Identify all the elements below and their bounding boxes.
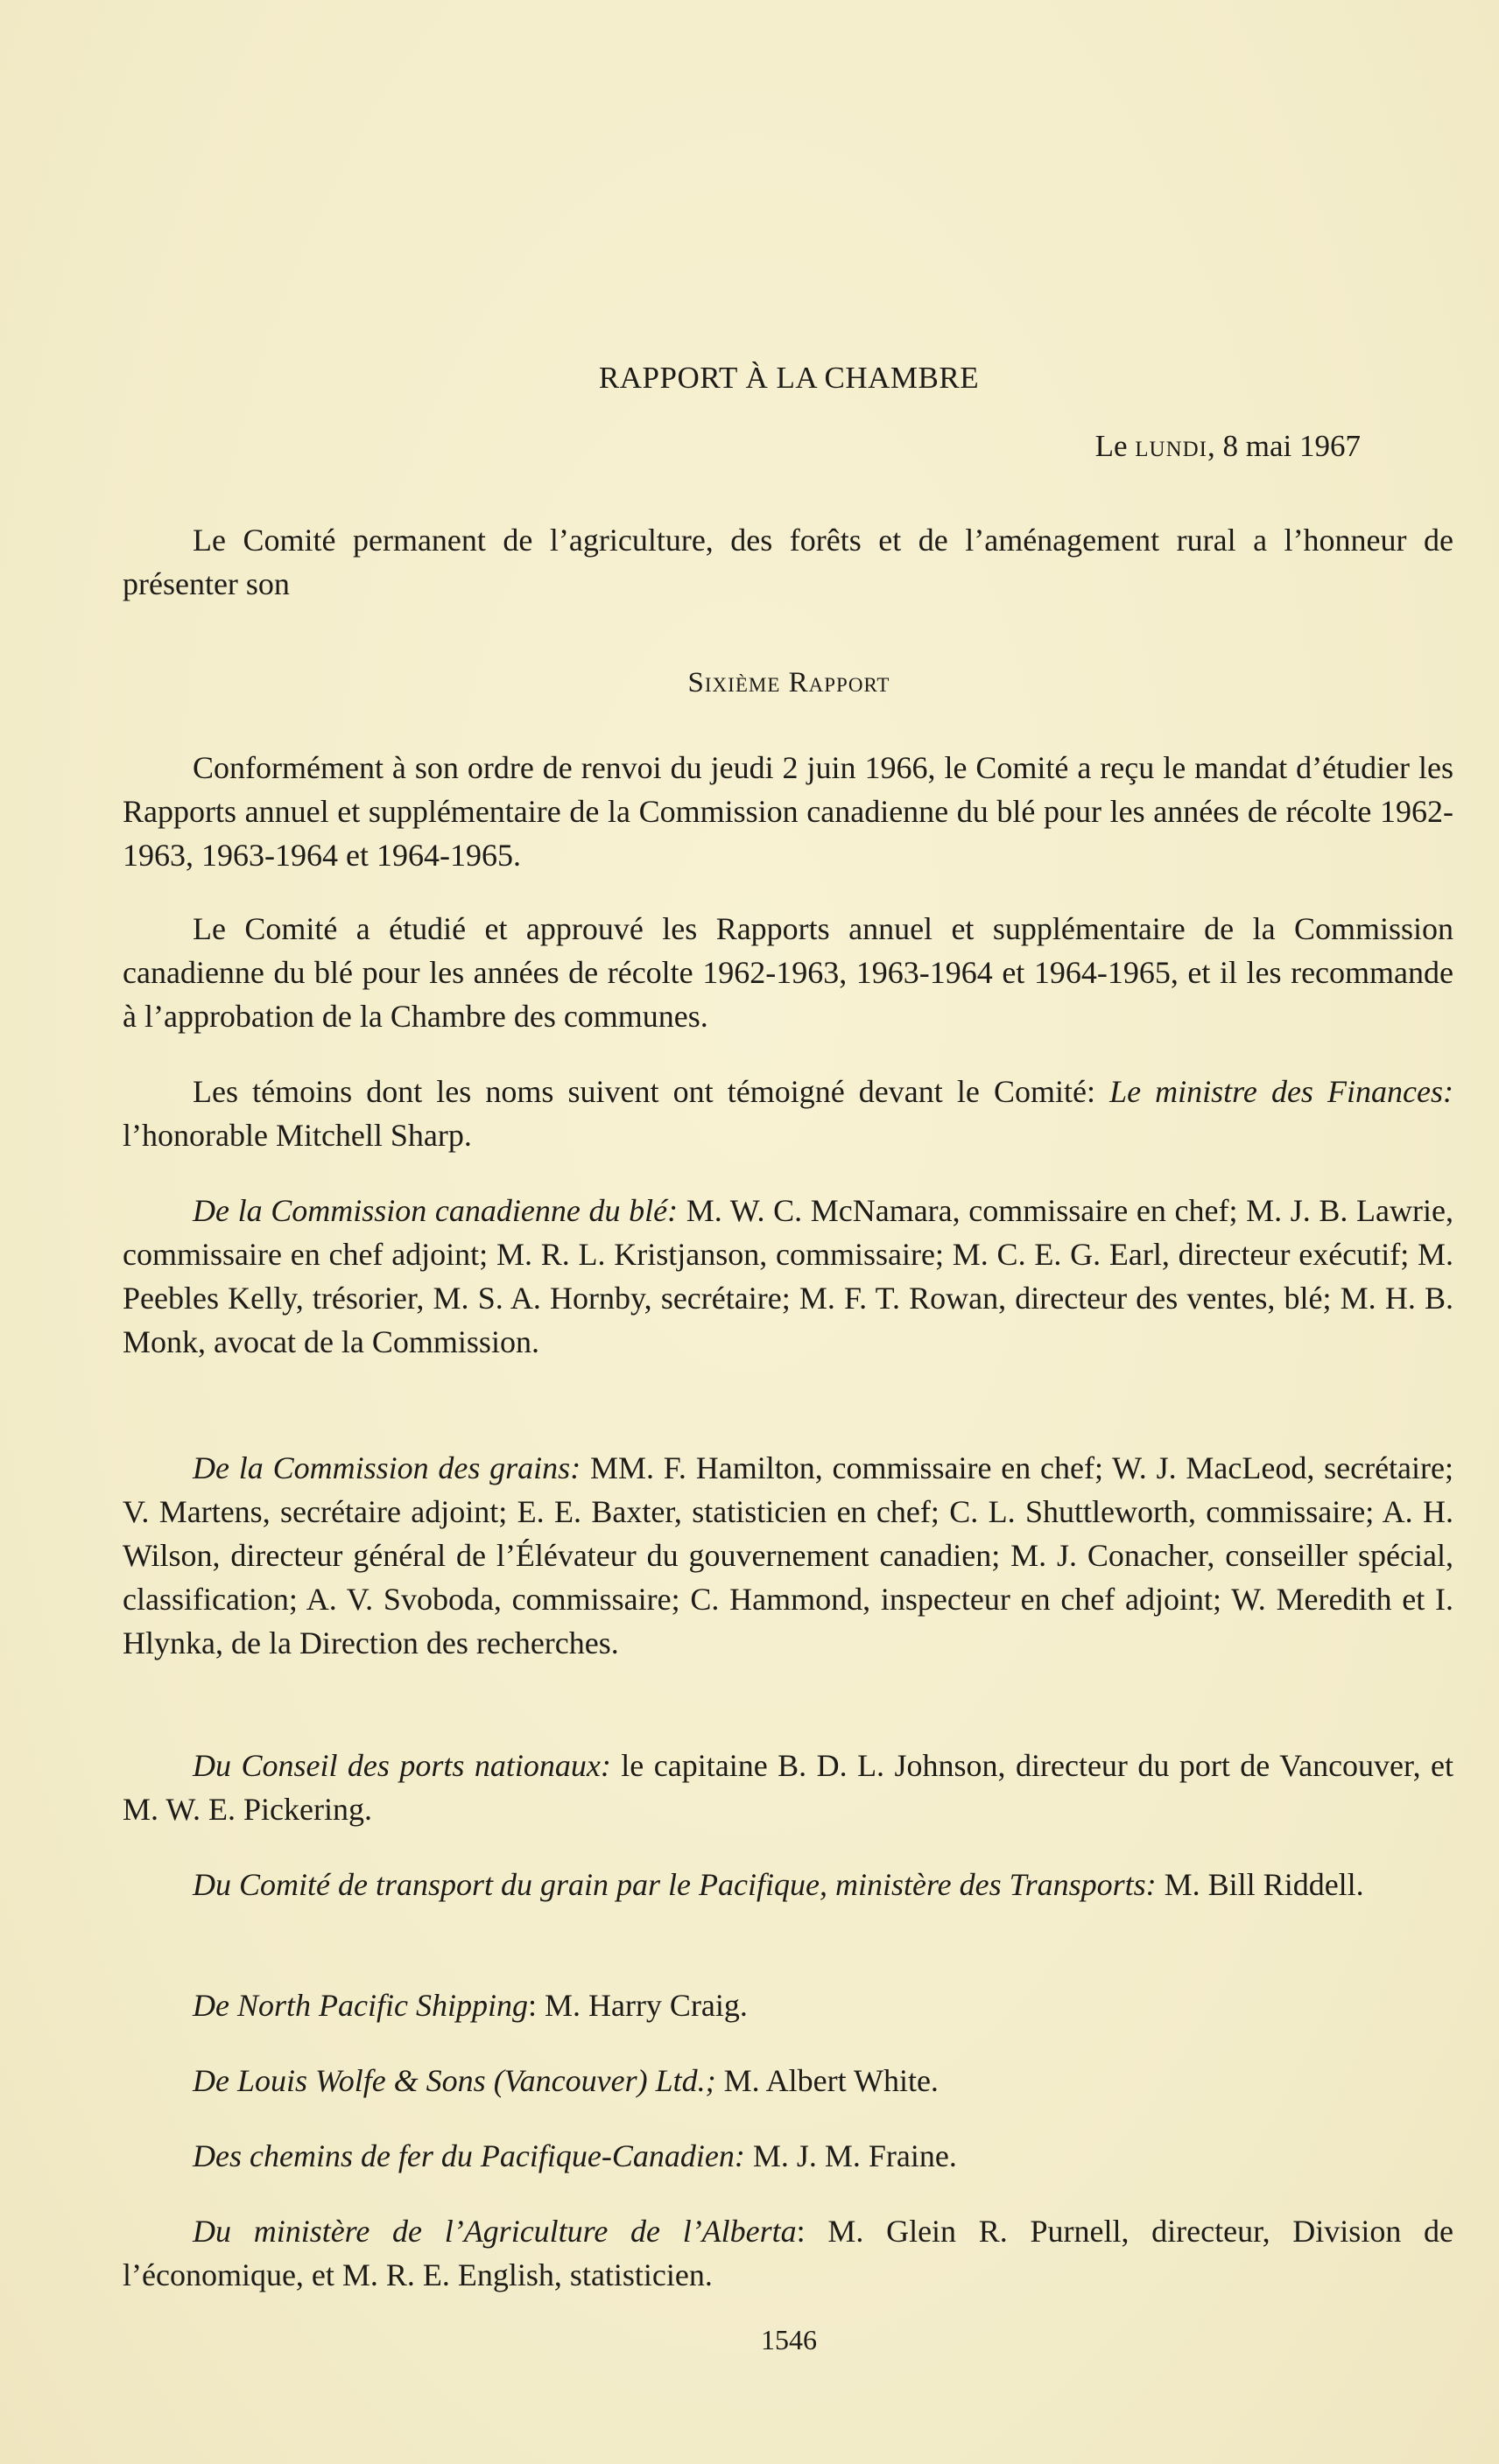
wheat-board-names: M. W. C. McNamara, commissaire en chef; M. J. B. Lawrie, commissaire en chef adjoint; M. R. L. Kristjanson, commissaire; M. C. E. G. Earl, directeur exécutif; M. Peebles Kelly, trésorier, M. S. A. Hornby, secrétaire; M. F. T. Rowan, directeur des ventes, blé; M. H. B. Monk, avocat de la Commission. (123, 1193, 1453, 1359)
page-number: 1546 (761, 2324, 817, 2355)
grain-transport-names: M. Bill Riddell. (1156, 1867, 1364, 1902)
grain-commission-names: MM. F. Hamilton, commissaire en chef; W. J. MacLeod, secrétaire; V. Martens, secrétaire adjoint; E. E. Baxter, statisticien en chef; C. L. Shuttleworth, commissaire; A. H. Wilson, directeur général de l’Élévateur du gouvernement canadien; M. J. Conacher, conseiller spécial, classification; A. V. Svoboda, commissaire; C. Hammond, inspecteur en chef adjoint; W. Meredith et I. Hlynka, de la Direction des recherches. (123, 1450, 1453, 1660)
date-day: lundi (1135, 429, 1208, 463)
paragraph-alberta-agriculture (123, 2209, 1453, 2297)
cp-rail-names: M. J. M. Fraine. (744, 2138, 957, 2173)
paragraph-louis-wolfe (123, 2059, 1453, 2102)
louis-wolfe-names: M. Albert White. (715, 2063, 939, 2098)
paragraph-grain-commission (123, 1446, 1453, 1665)
date-prefix: Le (1094, 429, 1128, 463)
paragraph-cp-rail (123, 2134, 1453, 2178)
paragraph-witnesses (123, 1070, 1453, 1157)
paragraph-north-pacific (123, 1983, 1453, 2027)
witnesses-ministry: Le ministre des Finances: (1109, 1074, 1453, 1109)
north-pacific-names: : M. Harry Craig. (527, 1988, 748, 2023)
report-heading: Sixième Rapport (687, 667, 890, 698)
paragraph-wheat-board (123, 1189, 1453, 1364)
alberta-agriculture-names: : M. Glein R. Purnell, directeur, Division de l’économique, et M. R. E. English, statisticien. (123, 2214, 1453, 2292)
witnesses-intro: Les témoins dont les noms suivent ont témoigné devant le Comité: (193, 1074, 1110, 1109)
report-date (1095, 429, 1361, 464)
ports-board-label: Du Conseil des ports nationaux: (193, 1748, 611, 1783)
north-pacific-label: De North Pacific Shipping (193, 1988, 528, 2023)
wheat-board-label: De la Commission canadienne du blé: (193, 1193, 679, 1228)
louis-wolfe-label: De Louis Wolfe & Sons (Vancouver) Ltd.; (193, 2063, 716, 2098)
paragraph-order-of-reference: Conformément à son ordre de renvoi du jeudi 2 juin 1966, le Comité a reçu le mandat d’étudier les Rapports annuel et supplémentaire de la Commission canadienne du blé pour les années de récolte 1962-1963, 1963-1964 et 1964-1965. (123, 750, 1453, 873)
witnesses-minister: l’honorable Mitchell Sharp. (123, 1118, 472, 1153)
paragraph-grain-transport (123, 1863, 1453, 1906)
date-rest: , 8 mai 1967 (1207, 429, 1361, 463)
report-title: RAPPORT À LA CHAMBRE (598, 361, 980, 395)
ports-board-names: le capitaine B. D. L. Johnson, directeur du port de Vancouver, et M. W. E. Pickering. (123, 1748, 1454, 1827)
grain-commission-label: De la Commission des grains: (193, 1450, 581, 1485)
cp-rail-label: Des chemins de fer du Pacifique-Canadien: (193, 2138, 745, 2173)
alberta-agriculture-label: Du ministère de l’Agriculture de l’Alberta (193, 2214, 797, 2249)
paragraph-ports-board (123, 1744, 1453, 1831)
intro-paragraph: Le Comité permanent de l’agriculture, des forêts et de l’aménagement rural a l’honneur de présenter son (123, 523, 1453, 601)
grain-transport-label: Du Comité de transport du grain par le Pacifique, ministère des Transports: (193, 1867, 1157, 1902)
paragraph-approval: Le Comité a étudié et approuvé les Rapports annuel et supplémentaire de la Commission canadienne du blé pour les années de récolte 1962-1963, 1963-1964 et 1964-1965, et il les recommande à l’approbation de la Chambre des communes. (123, 911, 1453, 1034)
